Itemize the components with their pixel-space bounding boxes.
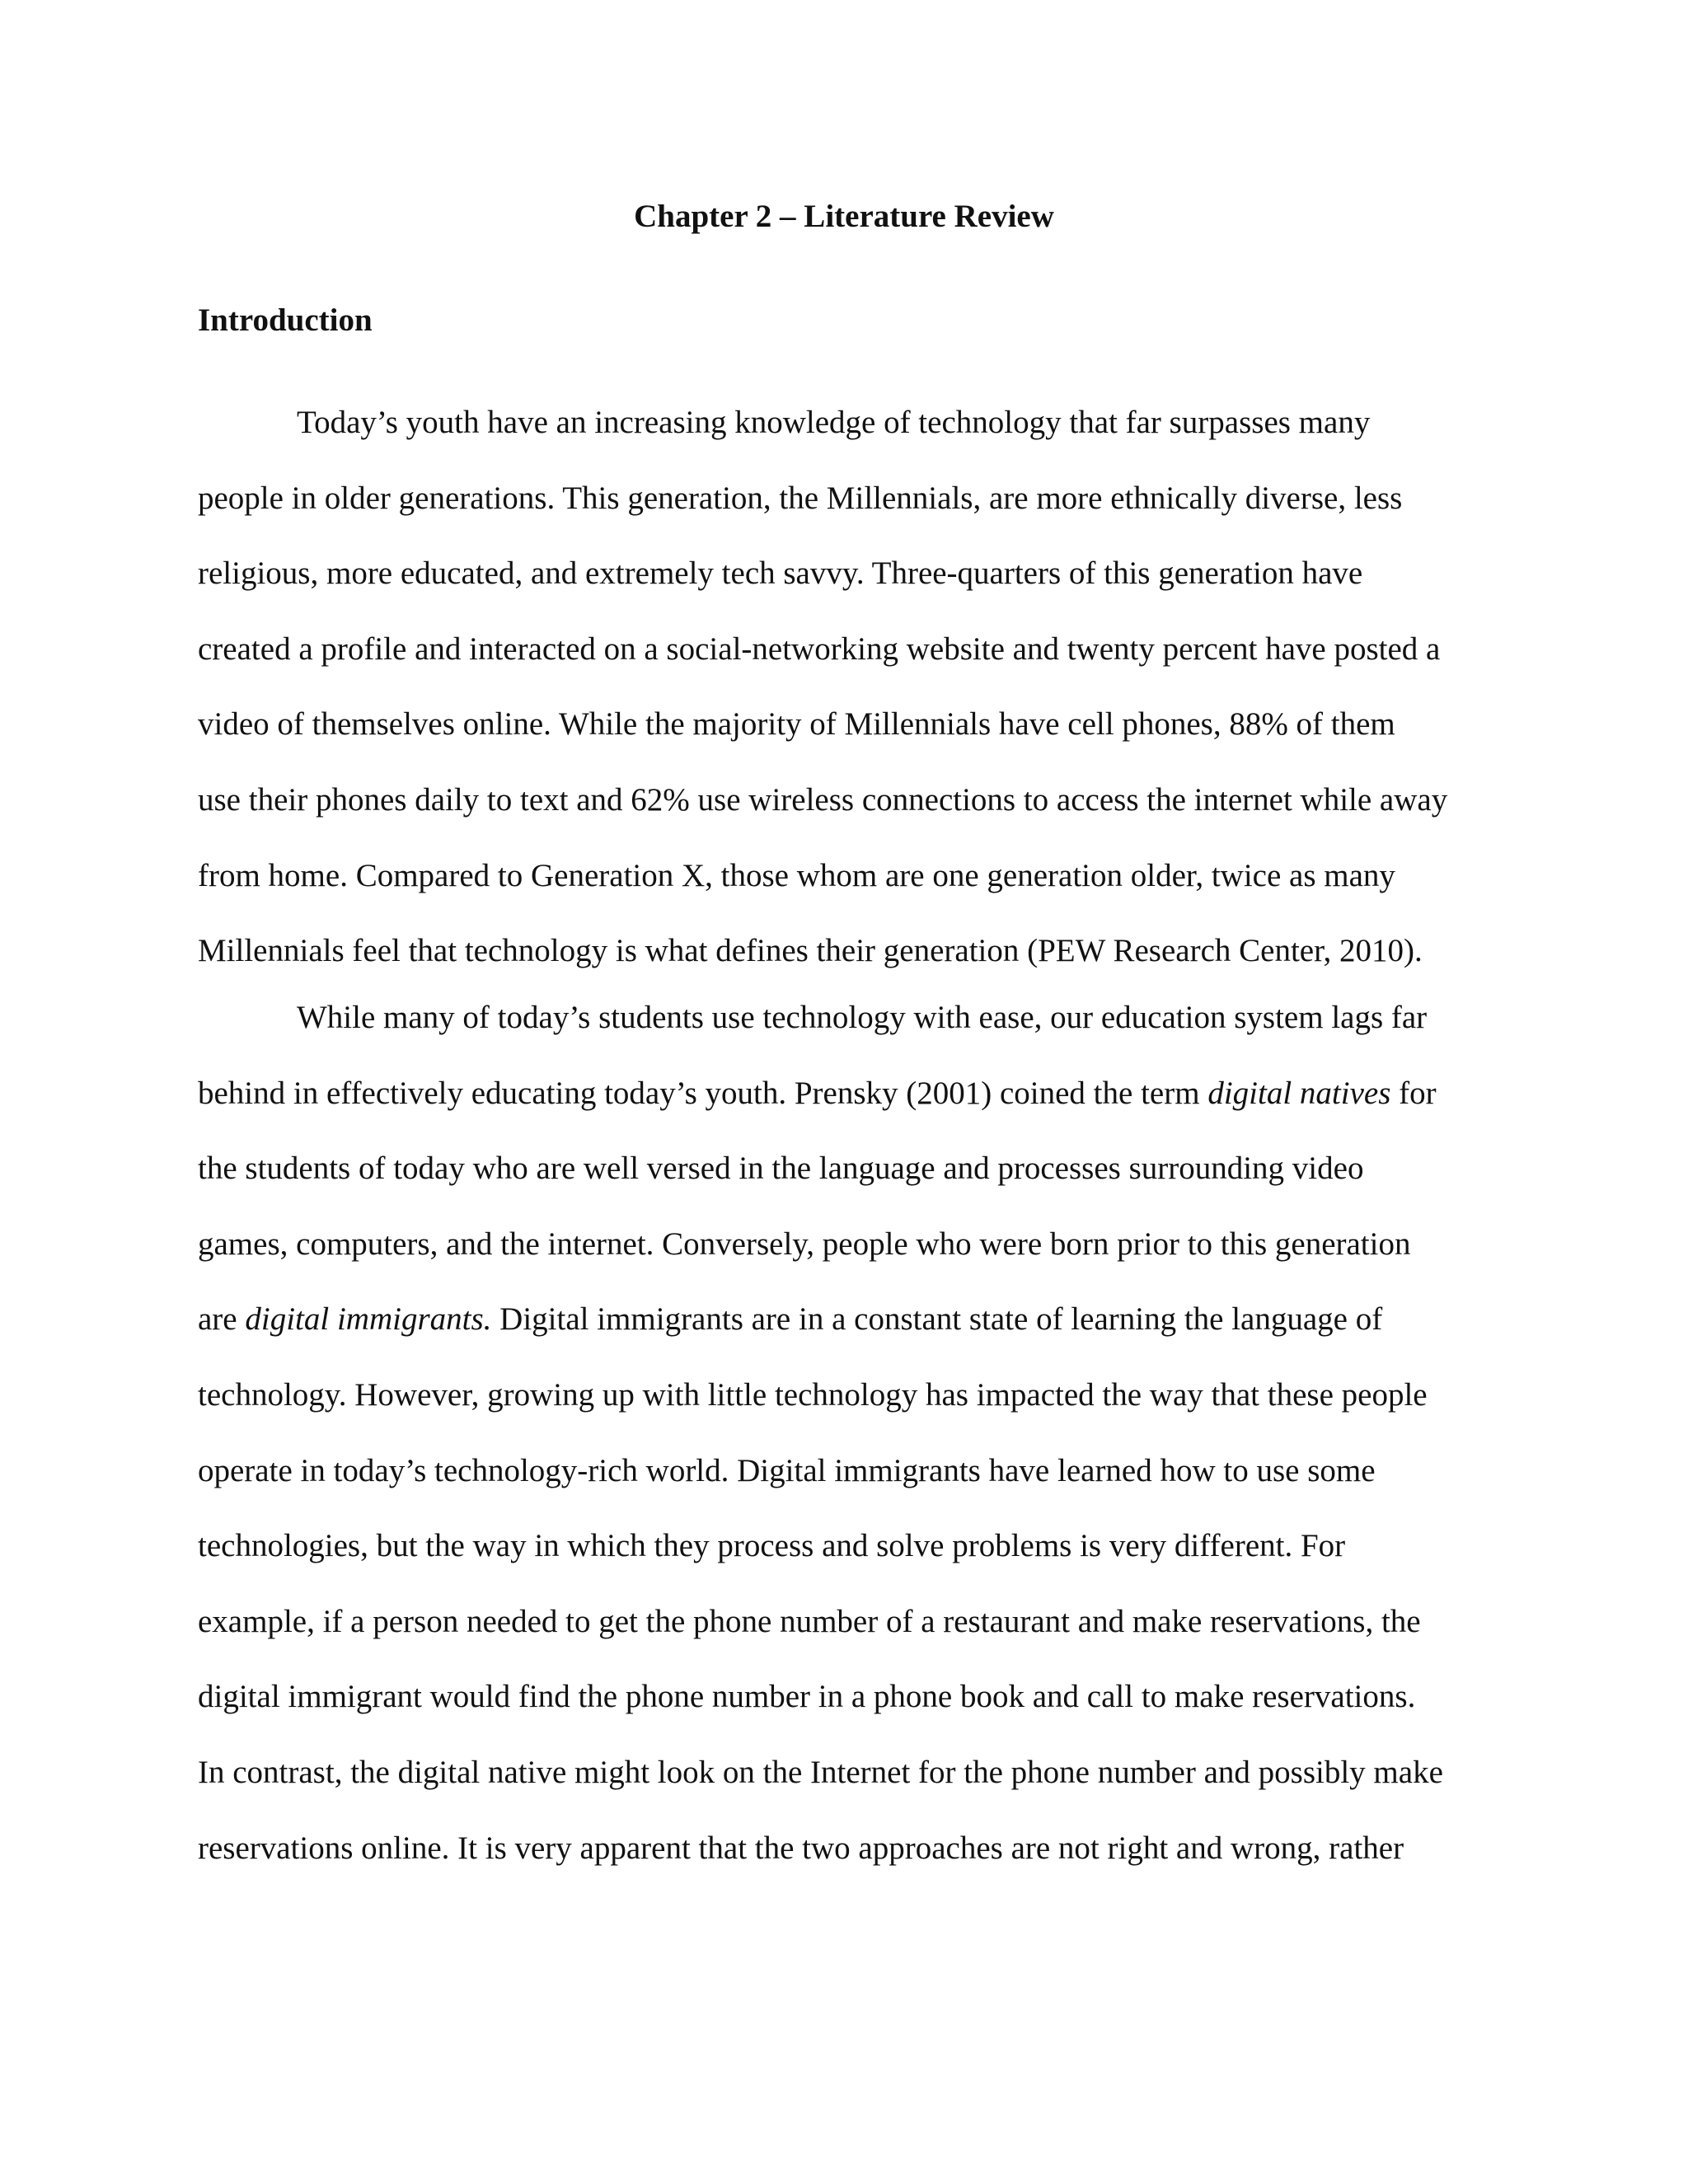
line-text: behind in effectively educating today’s youth. Prensky (2001) coined the term [198, 1075, 1208, 1111]
paragraph-line: games, computers, and the internet. Conversely, people who were born prior to this generation [198, 1226, 1411, 1262]
section-heading: Introduction [198, 302, 373, 338]
paragraph-line: the students of today who are well versed in the language and processes surrounding video [198, 1151, 1364, 1187]
paragraph-line: from home. Compared to Generation X, those whom are one generation older, twice as many [198, 857, 1395, 893]
line-text: are [198, 1301, 246, 1338]
line-text: for [1390, 1075, 1437, 1111]
paragraph-line: reservations online. It is very apparent that the two approaches are not right and wrong, rather [198, 1830, 1404, 1866]
paragraph-line: use their phones daily to text and 62% use wireless connections to access the internet while away [198, 781, 1448, 818]
paragraph-line: people in older generations. This generation, the Millennials, are more ethnically diverse, less [198, 480, 1403, 516]
paragraph-2 [198, 996, 1443, 1901]
paragraph-line: religious, more educated, and extremely tech savvy. Three-quarters of this generation have [198, 555, 1363, 592]
chapter-title: Chapter 2 – Literature Review [634, 199, 1054, 234]
paragraph-line [198, 1297, 1443, 1373]
paragraph-line: Millennials feel that technology is what defines their generation (PEW Research Center, 2010). [198, 933, 1423, 969]
paragraph-line: video of themselves online. While the majority of Millennials have cell phones, 88% of them [198, 706, 1395, 743]
term-digital-natives: digital natives [1207, 1075, 1391, 1111]
paragraph-line: In contrast, the digital native might look on the Internet for the phone number and possibly make [198, 1754, 1443, 1790]
paragraph-line: While many of today’s students use technology with ease, our education system lags far [297, 1000, 1428, 1035]
paragraph-line [198, 1071, 1443, 1147]
line-text: Digital immigrants are in a constant state of learning the language of [491, 1301, 1383, 1338]
paragraph-line: Today’s youth have an increasing knowledge of technology that far surpasses many [297, 405, 1371, 440]
paragraph-line: technologies, but the way in which they process and solve problems is very different. For [198, 1528, 1346, 1564]
paragraph-line: operate in today’s technology-rich world. Digital immigrants have learned how to use some [198, 1452, 1376, 1488]
paragraph-line: technology. However, growing up with little technology has impacted the way that these people [198, 1376, 1428, 1413]
paragraph-1 [198, 401, 1447, 1005]
paragraph-line: example, if a person needed to get the phone number of a restaurant and make reservations, the [198, 1603, 1421, 1639]
term-digital-immigrants: digital immigrants. [245, 1301, 492, 1338]
paragraph-line: created a profile and interacted on a social-networking website and twenty percent have posted a [198, 630, 1441, 667]
paragraph-line: digital immigrant would find the phone number in a phone book and call to make reservations. [198, 1679, 1416, 1715]
